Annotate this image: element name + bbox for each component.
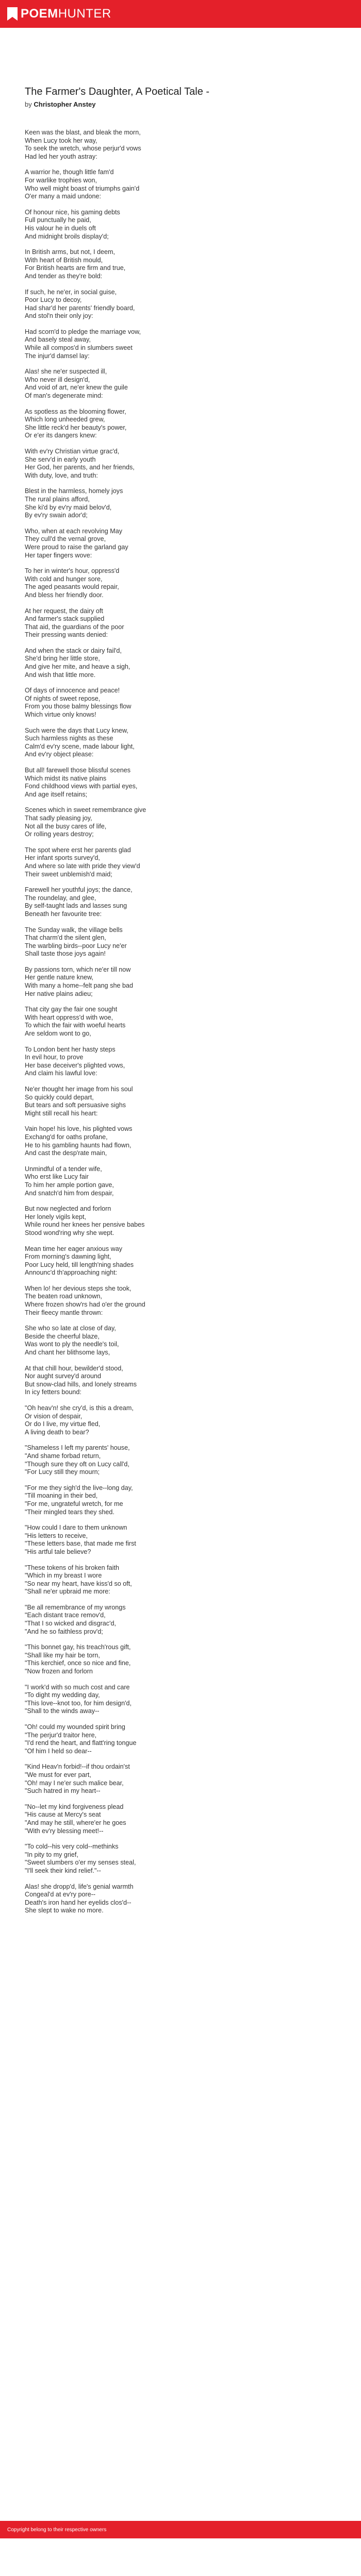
poem-line: With ev'ry Christian virtue grac'd, — [25, 448, 120, 455]
poem-line: Farewell her youthful joys; the dance, — [25, 886, 133, 894]
poem-line: From morning's dawning light, — [25, 1253, 111, 1261]
poem-line: Which midst its native plains — [25, 774, 107, 782]
poem-line: "Such hatred in my heart-- — [25, 1787, 101, 1795]
poem-line: "Their mingled tears they shed. — [25, 1508, 114, 1516]
stanza — [25, 767, 336, 799]
poem-line: Might still recall his heart: — [25, 1109, 98, 1117]
poem-line: Had shar'd her parents' friendly board, — [25, 304, 135, 312]
poem-line: If such, he ne'er, in social guise, — [25, 288, 117, 296]
poem-line: And age itself retains; — [25, 790, 88, 798]
poem-line: Their sweet unblemish'd maid; — [25, 870, 112, 878]
poem-line: "Be all remembrance of my wrongs — [25, 1603, 126, 1611]
poem-line: "Oh heav'n! she cry'd, is this a dream, — [25, 1404, 134, 1412]
poem-line: Had led her youth astray: — [25, 152, 97, 160]
poem-line: Poor Lucy to decoy, — [25, 296, 82, 304]
stanza — [25, 1444, 336, 1476]
stanza — [25, 1365, 336, 1397]
poem-line: Which virtue only knows! — [25, 711, 96, 719]
poem-line: "That I so wicked and disgrac'd, — [25, 1620, 116, 1628]
poem-line: At that chill hour, bewilder'd stood, — [25, 1364, 123, 1372]
poem-line: That city gay the fair one sought — [25, 1006, 118, 1013]
poem-line: With duty, love, and truth: — [25, 471, 98, 479]
poem-line: "Till moaning in their bed, — [25, 1492, 98, 1500]
poem-line: "His artful tale believe? — [25, 1548, 91, 1555]
poem-line: That charm'd the silent glen, — [25, 934, 106, 942]
poem-line: Of man's degenerate mind: — [25, 392, 103, 400]
poem-line: Alas! she ne'er suspected ill, — [25, 368, 107, 376]
stanza — [25, 1763, 336, 1795]
poem-line: And give her mite, and heave a sigh, — [25, 663, 130, 671]
stanza — [25, 1643, 336, 1675]
poem-line: "To cold--his very cold--methinks — [25, 1843, 119, 1851]
site-header — [0, 0, 361, 28]
poem-line: Exchang'd for oaths profane, — [25, 1133, 108, 1141]
poem-line: She slept to wake no more. — [25, 1907, 104, 1914]
poem-line: The beaten road unknown, — [25, 1293, 102, 1300]
poem-line: "This bonnet gay, his treach'rous gift, — [25, 1643, 131, 1651]
stanza — [25, 567, 336, 599]
poem-line: Her infant sports survey'd, — [25, 854, 100, 862]
poem-line: She ki'd by ev'ry maid belov'd, — [25, 503, 112, 511]
stanza — [25, 1165, 336, 1197]
poem-line: "Oh! could my wounded spirit bring — [25, 1723, 125, 1731]
poem-line: And basely steal away, — [25, 336, 91, 344]
poem-line: "Shameless I left my parents' house, — [25, 1444, 130, 1452]
poem-line: "No--let my kind forgiveness plead — [25, 1803, 124, 1810]
poem-line: Ne'er thought her image from his soul — [25, 1086, 133, 1093]
stanza — [25, 1245, 336, 1277]
poem-line: "How could I dare to them unknown — [25, 1524, 127, 1532]
poem-line: And when the stack or dairy fail'd, — [25, 647, 122, 654]
site-footer — [0, 2521, 361, 2538]
poem-line: "The perjur'd traitor here, — [25, 1731, 97, 1739]
poem-line: "Shall like my hair be torn, — [25, 1651, 100, 1659]
poem-line: Were proud to raise the garland gay — [25, 543, 128, 551]
poem-line: "And shame forbad return, — [25, 1452, 101, 1460]
poem-line: To London bent her hasty steps — [25, 1045, 116, 1053]
poem-line: And farmer's stack supplied — [25, 615, 105, 623]
poem-line: With heart of British mould, — [25, 256, 103, 264]
poem-line: Mean time her eager anxious way — [25, 1245, 123, 1252]
poem-line: Such harmless nights as these — [25, 735, 113, 742]
poem-line: Who well might boast of triumphs gain'd — [25, 184, 140, 192]
poem-line: With heart oppress'd with woe, — [25, 1013, 113, 1021]
stanza — [25, 368, 336, 400]
poem-line: Poor Lucy held, till length'ning shades — [25, 1261, 134, 1268]
stanza — [25, 607, 336, 639]
stanza — [25, 129, 336, 161]
poem-line: Her taper fingers wove: — [25, 551, 92, 559]
poem-line: Who erst like Lucy fair — [25, 1173, 89, 1181]
stanza — [25, 926, 336, 958]
stanza — [25, 1684, 336, 1716]
poem-line: That sadly pleasing joy, — [25, 814, 92, 822]
poem-line: Was wont to ply the needle's toil, — [25, 1341, 119, 1348]
poem-line: "Which in my breast I wore — [25, 1572, 102, 1580]
poem-line: "Shall to the winds away-- — [25, 1707, 100, 1715]
poem-line: Or vision of despair, — [25, 1412, 83, 1420]
poem-line: "Now frozen and forlorn — [25, 1668, 93, 1675]
poem-line: Their fleecy mantle thrown: — [25, 1309, 103, 1316]
poem-line: Who never ill design'd, — [25, 376, 90, 383]
stanza — [25, 1723, 336, 1755]
poem-line: And wish that little more. — [25, 671, 96, 679]
poem-line: And tender as they're bold: — [25, 272, 103, 280]
bookmark-logo-icon — [7, 7, 18, 21]
poem-line: Had scorn'd to pledge the marriage vow, — [25, 328, 141, 335]
poem-line: O'er many a maid undone: — [25, 193, 102, 200]
poem-line: Her God, her parents, and her friends, — [25, 464, 135, 471]
poem-line: Or e'er its dangers knew: — [25, 432, 97, 439]
poem-line: She serv'd in early youth — [25, 455, 96, 463]
poem-body — [25, 129, 336, 1915]
poem-line: For British hearts are firm and true, — [25, 264, 126, 272]
site-logo[interactable] — [7, 7, 111, 21]
poem-line: "In pity to my grief, — [25, 1851, 78, 1858]
stanza — [25, 248, 336, 280]
stanza — [25, 168, 336, 200]
stanza — [25, 1046, 336, 1078]
poem-line: The spot where erst her parents glad — [25, 846, 131, 854]
poem-line: "Kind Heav'n forbid!--if thou ordain'st — [25, 1763, 130, 1771]
poem-line: Which long unheeded grew, — [25, 416, 105, 423]
poem-line: Her native plains adieu; — [25, 990, 93, 997]
poem-line: Beneath her favourite tree: — [25, 910, 102, 918]
poem-line: He to his gambling haunts had flown, — [25, 1141, 132, 1149]
poem-line: The aged peasants would repair, — [25, 583, 119, 591]
poem-line: Her lonely vigils kept, — [25, 1213, 86, 1221]
stanza — [25, 1604, 336, 1636]
poem-line: In icy fetters bound: — [25, 1388, 81, 1396]
stanza — [25, 1285, 336, 1317]
poem-line: "Shall ne'er upbraid me more: — [25, 1588, 110, 1596]
poem-line: And where so late with pride they view'd — [25, 862, 140, 870]
poem-line: Of nights of sweet repose, — [25, 694, 101, 702]
poem-line: When lo! her devious steps she took, — [25, 1284, 132, 1292]
poem-line: "Sweet slumbers o'er my senses steal, — [25, 1859, 136, 1867]
poem-line: "I work'd with so much cost and care — [25, 1683, 130, 1691]
poem-line: To seek the wretch, whose perjur'd vows — [25, 145, 141, 152]
poem-line: At her request, the dairy oft — [25, 607, 103, 615]
poem-line: "His cause at Mercy's seat — [25, 1811, 101, 1819]
stanza — [25, 727, 336, 759]
poem-line: While round her knees her pensive babes — [25, 1221, 145, 1229]
poem-line: With many a home--felt pang she bad — [25, 982, 134, 990]
poem-line: Are seldom wont to go, — [25, 1030, 91, 1038]
stanza — [25, 687, 336, 719]
stanza — [25, 1006, 336, 1038]
poem-line: Congeal'd at ev'ry pore-- — [25, 1891, 96, 1899]
poem-line: A warrior he, though little fam'd — [25, 168, 114, 176]
poem-line: But tears and soft persuasive sighs — [25, 1101, 126, 1109]
poem-content — [0, 28, 361, 2521]
poem-line: "This love--knot too, for him design'd, — [25, 1699, 132, 1707]
poem-line: "With ev'ry blessing meet!-- — [25, 1827, 104, 1835]
poem-line: And void of art, ne'er knew the guile — [25, 384, 128, 392]
poem-line: The rural plains afford, — [25, 495, 90, 503]
poem-line: She who so late at close of day, — [25, 1325, 116, 1332]
poem-line: Vain hope! his love, his plighted vows — [25, 1125, 133, 1133]
poem-line: Shall taste those joys again! — [25, 950, 106, 958]
poem-line: When Lucy took her way, — [25, 137, 97, 144]
stanza — [25, 846, 336, 878]
poem-line: "For Lucy still they mourn; — [25, 1468, 100, 1476]
poem-line: A living death to bear? — [25, 1428, 89, 1436]
poem-line: "So near my heart, have kiss'd so oft, — [25, 1580, 132, 1587]
stanza — [25, 209, 336, 241]
poem-line: To which the fair with woeful hearts — [25, 1022, 126, 1029]
poem-line: And midnight broils display'd; — [25, 232, 109, 240]
poem-line: Her gentle nature knew, — [25, 974, 94, 981]
poem-line: Full punctually he paid, — [25, 216, 91, 224]
stanza — [25, 886, 336, 918]
poem-line: "This kerchief, once so nice and fine, — [25, 1659, 131, 1667]
stanza — [25, 528, 336, 560]
poem-line: Their pressing wants denied: — [25, 631, 108, 639]
poem-line: To him her ample portion gave, — [25, 1181, 114, 1189]
stanza — [25, 1404, 336, 1436]
stanza — [25, 408, 336, 440]
stanza — [25, 448, 336, 480]
poem-line: Where frozen show'rs had o'er the ground — [25, 1301, 145, 1309]
poem-line: And snatch'd him from despair, — [25, 1189, 114, 1197]
poem-line: Stood wond'ring why she wept. — [25, 1229, 114, 1236]
poem-line: Announc'd th'approaching night: — [25, 1269, 118, 1277]
poem-line: The roundelay, and glee, — [25, 894, 96, 902]
byline — [25, 100, 336, 108]
poem-line: "And may he still, where'er he goes — [25, 1819, 126, 1826]
poem-line: So quickly could depart, — [25, 1093, 94, 1101]
stanza — [25, 1843, 336, 1875]
poem-line: But all! farewell those blissful scenes — [25, 767, 131, 774]
poem-line: Of days of innocence and peace! — [25, 687, 120, 694]
poem-line: But snow-clad hills, and lonely streams — [25, 1380, 137, 1388]
poem-line: "I'd rend the heart, and flatt'ring tongue — [25, 1739, 137, 1747]
poem-line: Scenes which in sweet remembrance give — [25, 806, 146, 814]
stanza — [25, 1125, 336, 1157]
poem-line: Blest in the harmless, homely joys — [25, 487, 123, 495]
stanza — [25, 647, 336, 679]
poem-line: In evil hour, to prove — [25, 1054, 84, 1061]
stanza — [25, 1205, 336, 1237]
logo-wordmark: POEMHUNTER — [21, 7, 111, 21]
poem-line: With cold and hunger sore, — [25, 575, 103, 583]
copyright-text: Copyright belong to their respective owners — [7, 2527, 107, 2533]
poem-line: Keen was the blast, and bleak the morn, — [25, 129, 141, 136]
poem-line: And ev'ry object please: — [25, 751, 94, 758]
poem-line: "And he so faithless prov'd; — [25, 1628, 103, 1635]
poem-line: "His letters to receive, — [25, 1532, 88, 1539]
stanza — [25, 1564, 336, 1596]
stanza — [25, 1325, 336, 1357]
poem-line: Who, when at each revolving May — [25, 527, 122, 535]
poem-line: "For me, ungrateful wretch, for me — [25, 1500, 123, 1507]
poem-line: And stol'n their only joy: — [25, 312, 93, 320]
poem-line: They cull'd the vernal grove, — [25, 535, 106, 543]
poem-line: "Oh! may I ne'er such malice bear, — [25, 1779, 124, 1787]
poem-line: And claim his lawful love: — [25, 1070, 97, 1077]
poem-line: That aid, the guardians of the poor — [25, 623, 124, 631]
poem-line: As spotless as the blooming flower, — [25, 408, 126, 415]
poem-line: "I'll seek their kind relief."-- — [25, 1867, 101, 1874]
stanza — [25, 1524, 336, 1556]
stanza — [25, 806, 336, 838]
poem-line: "Of him I held so dear-- — [25, 1747, 92, 1755]
poem-line: To her in winter's hour, oppress'd — [25, 567, 120, 575]
poem-line: And bless her friendly door. — [25, 591, 104, 599]
poem-line: By self-taught lads and lasses sung — [25, 902, 127, 910]
poem-line: And chant her blithsome lays, — [25, 1349, 110, 1357]
poem-line: Not all the busy cares of life, — [25, 822, 107, 830]
poem-line: His valour he in duels oft — [25, 224, 96, 232]
poem-line: She'd bring her little store, — [25, 655, 100, 663]
poem-line: Or do I live, my virtue fled, — [25, 1420, 101, 1428]
stanza — [25, 1484, 336, 1516]
poem-line: The Sunday walk, the village bells — [25, 926, 123, 934]
poem-line: Beside the cheerful blaze, — [25, 1332, 100, 1340]
stanza — [25, 328, 336, 360]
poem-line: "Each distant trace remov'd, — [25, 1612, 106, 1619]
poem-line: In British arms, but not, I deem, — [25, 248, 115, 256]
poem-line: Death's iron hand her eyelids clos'd-- — [25, 1899, 132, 1906]
poem-line: "For me they sigh'd the live--long day, — [25, 1484, 133, 1492]
poem-line: For warlike trophies won, — [25, 176, 97, 184]
poem-line: Unmindful of a tender wife, — [25, 1165, 102, 1173]
poem-line: Calm'd ev'ry scene, made labour light, — [25, 742, 135, 750]
stanza — [25, 1883, 336, 1915]
author-link[interactable]: Christopher Anstey — [34, 100, 96, 108]
poem-line: Alas! she dropp'd, life's genial warmth — [25, 1883, 134, 1890]
stanza — [25, 1803, 336, 1835]
poem-line: Such were the days that Lucy knew, — [25, 726, 128, 734]
poem-line: "These letters base, that made me first — [25, 1540, 136, 1548]
poem-line: And cast the desp'rate main, — [25, 1149, 107, 1157]
poem-line: Nor aught survey'd around — [25, 1372, 102, 1380]
stanza — [25, 289, 336, 320]
poem-line: "To dight my wedding day, — [25, 1691, 100, 1699]
poem-title: The Farmer's Daughter, A Poetical Tale - — [25, 86, 210, 97]
poem-line: By passions torn, which ne'er till now — [25, 965, 131, 973]
poem-line: Her base deceiver's plighted vows, — [25, 1061, 125, 1069]
poem-line: Fond childhood views with partial eyes, — [25, 783, 138, 790]
poem-line: From you those balmy blessings flow — [25, 703, 132, 710]
poem-line: She little reck'd her beauty's power, — [25, 423, 127, 431]
stanza — [25, 966, 336, 998]
poem-line: While all compos'd in slumbers sweet — [25, 344, 133, 352]
poem-line: But now neglected and forlorn — [25, 1205, 111, 1213]
poem-line: "Though sure they oft on Lucy call'd, — [25, 1460, 129, 1468]
poem-line: Of honour nice, his gaming debts — [25, 208, 120, 216]
poem-line: The warbling birds--poor Lucy ne'er — [25, 942, 127, 950]
by-label: by — [25, 100, 32, 108]
poem-line: Or rolling years destroy; — [25, 831, 94, 838]
stanza — [25, 487, 336, 519]
stanza — [25, 1086, 336, 1117]
poem-line: "We must for ever part, — [25, 1771, 91, 1778]
poem-line: By ev'ry swain ador'd; — [25, 512, 88, 519]
poem-line: "These tokens of his broken faith — [25, 1564, 119, 1571]
poem-line: The injur'd damsel lay: — [25, 352, 90, 360]
